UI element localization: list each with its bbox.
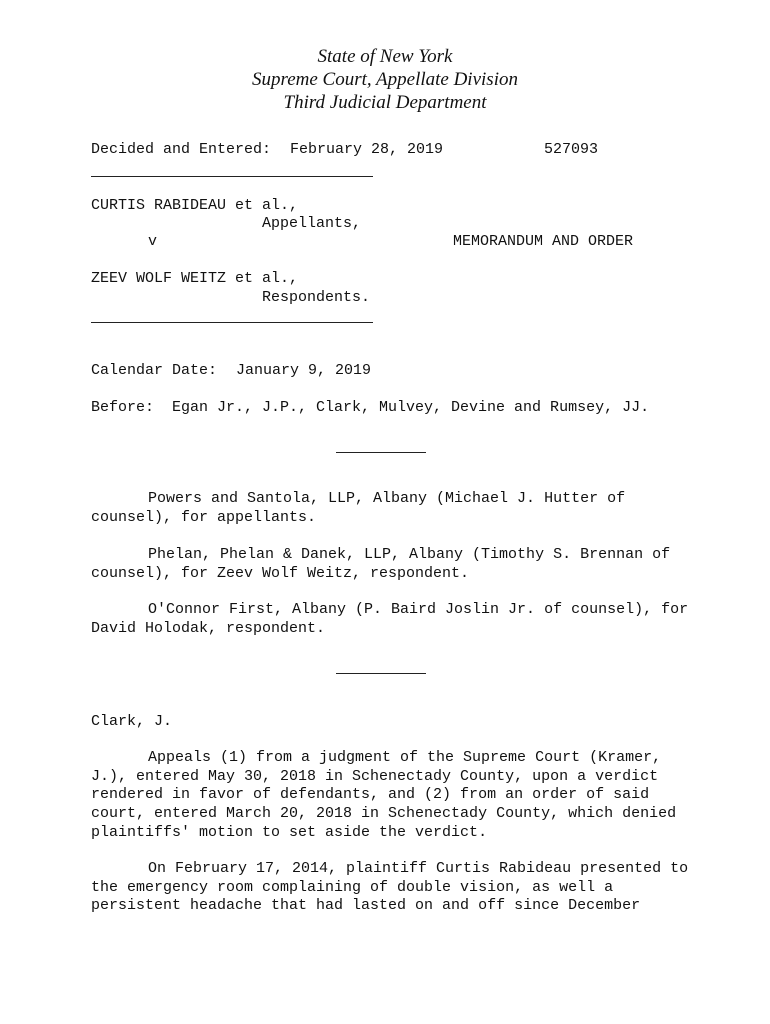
counsel-text: Powers and Santola, LLP, Albany (Michael J. Hutter of counsel), for appellants.: [91, 490, 626, 526]
court-name: Supreme Court, Appellate Division: [252, 69, 518, 90]
opinion-author: Clark, J.: [91, 713, 173, 730]
caption-top-rule: [91, 176, 373, 177]
defendant-name: ZEEV WOLF WEITZ et al.,: [91, 270, 299, 287]
body-text: On February 17, 2014, plaintiff Curtis Rabideau presented to the emergency room complaining of double vision, as well a persistent headache that had lasted on and off since December: [91, 860, 689, 915]
docket-number: 527093: [544, 141, 599, 158]
body-paragraph: [91, 860, 691, 916]
calendar-date: January 9, 2019: [236, 362, 372, 379]
before-label: Before:: [91, 399, 155, 416]
plaintiff-name: CURTIS RABIDEAU et al.,: [91, 197, 299, 214]
court-department: Third Judicial Department: [283, 92, 487, 113]
counsel-paragraph: [91, 490, 691, 527]
court-header: [0, 45, 770, 114]
versus-label: v: [148, 233, 158, 250]
counsel-paragraph: [91, 601, 691, 638]
defendant-role: Respondents.: [262, 289, 371, 306]
section-divider: [336, 673, 426, 674]
panel-judges: Egan Jr., J.P., Clark, Mulvey, Devine and Rumsey, JJ.: [172, 399, 650, 416]
body-paragraph: [91, 749, 691, 843]
counsel-paragraph: [91, 546, 691, 583]
court-state: State of New York: [317, 46, 453, 67]
section-divider: [336, 452, 426, 453]
caption-bottom-rule: [91, 322, 373, 323]
decided-date: February 28, 2019: [290, 141, 444, 158]
calendar-label: Calendar Date:: [91, 362, 218, 379]
decided-label: Decided and Entered:: [91, 141, 272, 158]
plaintiff-role: Appellants,: [262, 215, 362, 232]
order-type: MEMORANDUM AND ORDER: [453, 233, 634, 250]
counsel-text: O'Connor First, Albany (P. Baird Joslin Jr. of counsel), for David Holodak, respondent.: [91, 601, 689, 637]
body-text: Appeals (1) from a judgment of the Supreme Court (Kramer, J.), entered May 30, 2018 in Schenectady County, upon a verdict rendered in favor of defendants, and (2) from an order of said court, entered March 20, 2018 in Schenectady County, which denied plaintiffs' motion to set aside the verdict.: [91, 749, 677, 841]
counsel-text: Phelan, Phelan & Danek, LLP, Albany (Timothy S. Brennan of counsel), for Zeev Wolf Weitz, respondent.: [91, 546, 671, 582]
